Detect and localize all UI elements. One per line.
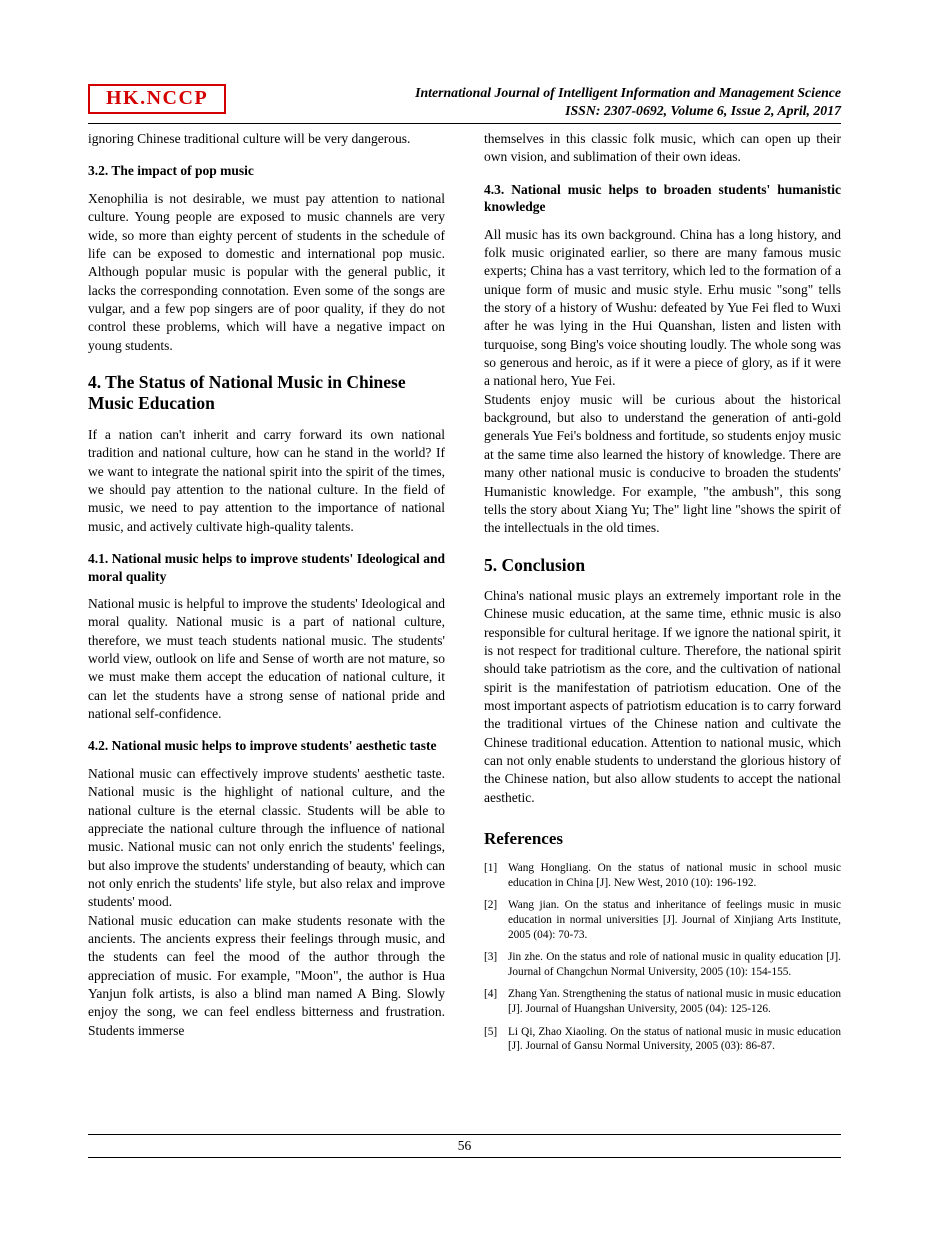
page-number: 56 — [457, 1138, 472, 1153]
page-header — [88, 84, 841, 124]
section-heading-4-3: 4.3. National music helps to broaden students' humanistic knowledge — [484, 181, 841, 215]
continued-paragraph: ignoring Chinese traditional culture will be very dangerous. — [88, 131, 411, 146]
reference-text: Wang Hongliang. On the status of national music in school music education in China [J]. New West, 2010 (10): 196-192. — [508, 862, 841, 889]
page-footer — [88, 1134, 841, 1158]
left-column — [88, 130, 445, 1062]
two-column-body — [88, 130, 841, 1062]
paragraph: National music education can make students resonate with the ancients. The ancients express their feelings through music, and the students can feel the mood of the author through the appreciation of music. For example, "Moon", the author is Hua Yanjun folk artists, is also a blind man named A Bing. Slowly enjoy the song, we can feel endless bitterness and frustration. Students immerse — [88, 912, 445, 1038]
reference-item — [484, 861, 841, 890]
right-column — [484, 130, 841, 1062]
reference-item — [484, 898, 841, 942]
reference-text: Jin zhe. On the status and role of national music in quality education [J]. Journal of Changchun Normal University, 2005 (10): 154-155. — [508, 951, 841, 978]
reference-label: [1] — [484, 862, 498, 875]
references-heading: References — [484, 829, 563, 849]
section-heading-4-2: 4.2. National music helps to improve students' aesthetic taste — [88, 738, 437, 754]
reference-item — [484, 1025, 841, 1054]
continued-paragraph: themselves in this classic folk music, which can open up their own vision, and sublimation of their own ideas. — [484, 131, 841, 165]
journal-info — [415, 84, 841, 119]
footer-rule-bottom — [88, 1157, 841, 1158]
reference-text: Zhang Yan. Strengthening the status of national music in music education [J]. Journal of Huangshan University, 2005 (04): 125-126. — [508, 988, 841, 1015]
references-list — [484, 861, 841, 1054]
paragraph: China's national music plays an extremely important role in the Chinese music education, at the same time, ethnic music is also responsible for cultural heritage. If we ignore the national spirit, it is not respect for traditional culture. Therefore, the national spirit should take patriotism as the core, and the cultivation of national spirit is the manifestation of patriotism education. One of the most important aspects of patriotism education is to carry forward the traditional virtues of the Chinese nation and cultivate the Chinese traditional education. Attention to national music, which can not only enable students to understand the glorious history of the Chinese nation, but also allow students to accept the national aesthetic. — [484, 588, 841, 805]
reference-label: [2] — [484, 899, 498, 912]
section-heading-5: 5. Conclusion — [484, 554, 586, 575]
reference-label: [4] — [484, 988, 498, 1001]
reference-text: Li Qi, Zhao Xiaoling. On the status of national music in music education [J]. Journal of Gansu Normal University, 2005 (03): 86-87. — [508, 1025, 841, 1053]
paragraph: If a nation can't inherit and carry forward its own national tradition and national culture, how can he stand in the world? If we want to integrate the national spirit into the spirit of the times, we should pay attention to the national culture. In the field of music, we need to pay attention to the importance of national music, and actively cultivate high-quality talents. — [88, 426, 445, 534]
reference-label: [5] — [484, 1025, 498, 1038]
section-heading-4-1: 4.1. National music helps to improve students' Ideological and moral quality — [88, 551, 445, 584]
section-heading-4: 4. The Status of National Music in Chinese Music Education — [88, 371, 406, 414]
page-content — [88, 84, 841, 1062]
reference-item — [484, 987, 841, 1016]
paragraph: Students enjoy music will be curious about the historical background, but also to understand the generation of anti-gold generals Yue Fei's boldness and fortitude, so students enjoy music at the same time also learned the history of knowledge. There are many other national music is conducive to broaden the students' Humanistic knowledge. For example, "the ambush", this song tells the story about Xiang Yu; The" light line "shows the spirit of the intellectuals in the old times. — [484, 391, 841, 536]
journal-issue: ISSN: 2307-0692, Volume 6, Issue 2, April, 2017 — [565, 102, 841, 118]
paragraph: National music can effectively improve students' aesthetic taste. National music is the highlight of national culture, and the national culture is the eternal classic. Students will be able to appreciate the national culture through the influence of national music. National music can not only enrich the students' feelings, but also improve the students' understanding of beauty, which can not only enrich the students' life style, but also relax and improve students' mood. — [88, 765, 445, 910]
reference-text: Wang jian. On the status and inheritance of feelings music in music education in normal universities [J]. Journal of Xinjiang Arts Institute, 2005 (04): 70-73. — [508, 899, 841, 941]
paragraph: National music is helpful to improve the students' Ideological and moral quality. National music is a part of national culture, therefore, we must teach students national music. The students' world view, outlook on life and Sense of worth are not mature, so we must make them accept the education of national culture, it can let the students have a strong sense of national pride and national self-confidence. — [88, 596, 445, 722]
reference-label: [3] — [484, 951, 498, 964]
paragraph: Xenophilia is not desirable, we must pay attention to national culture. Young people are exposed to music channels are very wide, so more than eighty percent of students in the schedule of life can be exposed to domestic and international pop music. Although popular music is popular with the general public, it lacks the corresponding connotation. Even some of the songs are vulgar, and a few pop singers are of poor quality, if they do not control these problems, which will have a negative impact on young students. — [88, 190, 445, 353]
paragraph: All music has its own background. China has a long history, and folk music originated earlier, so there are many famous music experts; China has a vast territory, which led to the formation of a unique form of music and music style. Erhu music "song" tells the story of a history of Wushu: defeated by Yue Fei fled to Wuxi after he was lying in the Hui Quanshan, listen and listen with turquoise, song Bing's voice shouting loudly. The whole song was so generous and heroic, as if it were a piece of glory, as if it were a national hero, Yue Fei. — [484, 226, 841, 389]
section-heading-3-2: 3.2. The impact of pop music — [88, 163, 254, 179]
journal-logo: HK.NCCP — [88, 84, 226, 114]
reference-item — [484, 950, 841, 979]
journal-title: International Journal of Intelligent Information and Management Science — [415, 85, 841, 100]
